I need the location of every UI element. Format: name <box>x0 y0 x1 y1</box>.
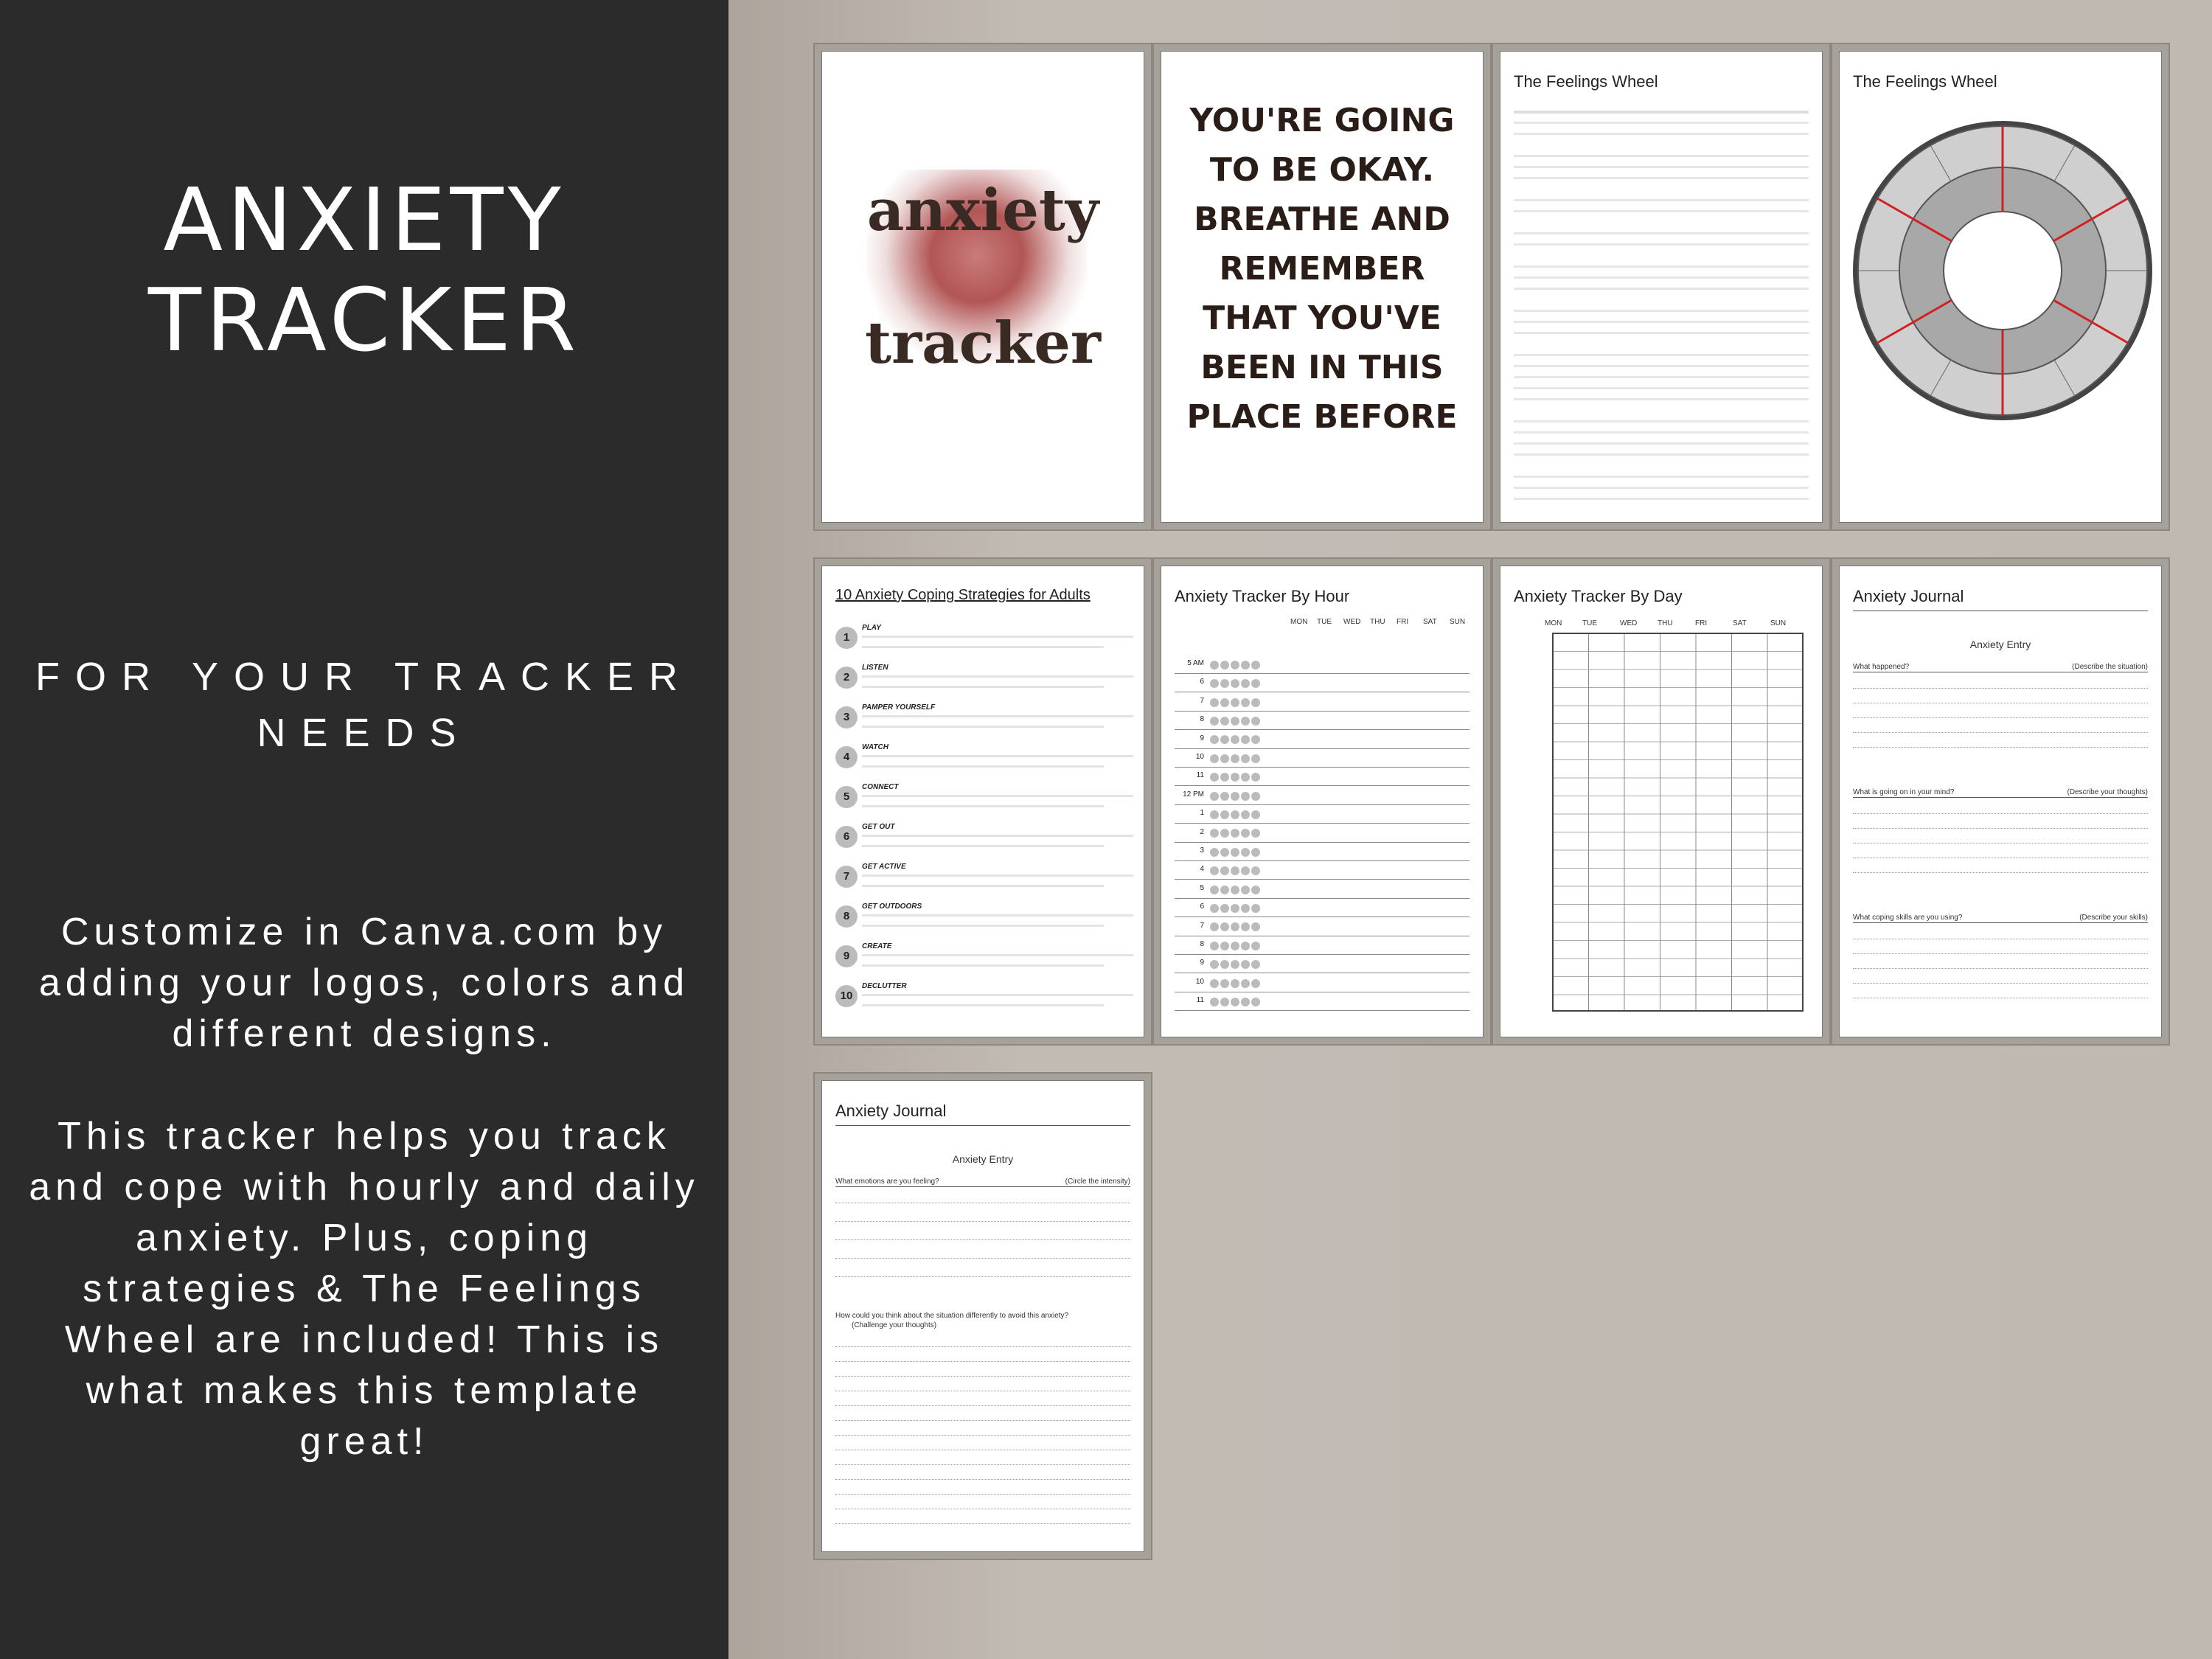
strategy-item <box>835 982 1133 1019</box>
hour-label: 7 <box>1200 696 1204 705</box>
journal1-q2: What is going on in your mind? <box>1853 788 1955 796</box>
day-label: MON <box>1290 618 1308 626</box>
intensity-bubbles[interactable] <box>1210 883 1262 897</box>
day-label: FRI <box>1397 618 1409 626</box>
strategy-item <box>835 823 1133 860</box>
cover-word-2: tracker <box>865 310 1101 377</box>
intensity-bubbles[interactable] <box>1210 658 1262 672</box>
hour-row <box>1175 917 1470 936</box>
intensity-bubbles[interactable] <box>1210 995 1262 1009</box>
day-label: MON <box>1545 619 1562 627</box>
day-label: SUN <box>1770 619 1787 627</box>
intensity-bubbles[interactable] <box>1210 977 1262 990</box>
strategy-item <box>835 863 1133 900</box>
hour-label: 11 <box>1196 771 1204 780</box>
hour-label: 10 <box>1195 753 1204 761</box>
hourly-day-header <box>1290 618 1476 626</box>
hour-row <box>1175 730 1470 749</box>
hour-row <box>1175 880 1470 899</box>
strategy-item <box>835 902 1133 939</box>
description <box>22 907 706 1519</box>
strategy-number: 10 <box>835 985 858 1007</box>
hourly-title: Anxiety Tracker By Hour <box>1175 587 1350 605</box>
title-line-2: TRACKER <box>147 269 581 371</box>
left-panel <box>0 0 728 1659</box>
page-journal-2 <box>813 1072 1152 1560</box>
journal1-q1: What happened? <box>1853 663 1910 671</box>
hour-row <box>1175 992 1470 1011</box>
hour-row <box>1175 842 1470 861</box>
day-label: WED <box>1343 618 1361 626</box>
title-line-1: ANXIETY <box>163 169 566 271</box>
cover-word-1: anxiety <box>866 177 1099 244</box>
page-feelings-text <box>1492 43 1831 531</box>
strategy-number: 7 <box>835 866 858 888</box>
strategy-name: CREATE <box>862 942 892 950</box>
hour-label: 9 <box>1200 734 1204 742</box>
subtitle: FOR YOUR TRACKER NEEDS <box>35 655 694 755</box>
journal2-q2: How could you think about the situation differently to avoid this anxiety? <box>835 1312 1069 1320</box>
strategy-name: DECLUTTER <box>862 982 907 990</box>
hour-row <box>1175 692 1470 712</box>
daily-title: Anxiety Tracker By Day <box>1514 587 1683 605</box>
feelings-wheel-title: The Feelings Wheel <box>1853 72 1997 91</box>
journal2-title: Anxiety Journal <box>835 1102 947 1120</box>
hour-label: 11 <box>1196 996 1204 1005</box>
page-daily-tracker <box>1492 557 1831 1046</box>
hour-label: 8 <box>1200 715 1204 724</box>
hour-row <box>1175 767 1470 786</box>
strategy-number: 5 <box>835 786 858 808</box>
intensity-bubbles[interactable] <box>1210 827 1262 841</box>
feelings-text-title: The Feelings Wheel <box>1514 72 1658 91</box>
page-quote <box>1152 43 1492 531</box>
hour-label: 1 <box>1200 809 1204 818</box>
description-paragraph-2: This tracker helps you track and cope with hourly and daily anxiety. Plus, coping strategies & The Feelings Wheel are included! This is what makes this template great! <box>29 1115 700 1463</box>
hour-label: 7 <box>1200 921 1204 930</box>
journal1-entry-label: Anxiety Entry <box>1969 639 2031 650</box>
intensity-bubbles[interactable] <box>1210 939 1262 953</box>
intensity-bubbles[interactable] <box>1210 921 1262 934</box>
hour-row <box>1175 860 1470 880</box>
strategy-name: LISTEN <box>862 664 888 672</box>
day-label: THU <box>1658 619 1673 627</box>
strategy-number: 3 <box>835 706 858 728</box>
day-label: TUE <box>1317 618 1332 626</box>
daily-grid <box>1552 633 1804 1012</box>
strategy-number: 1 <box>835 627 858 649</box>
strategy-item <box>835 783 1133 820</box>
strategy-name: PAMPER YOURSELF <box>862 703 936 712</box>
hour-label: 10 <box>1195 977 1204 986</box>
intensity-bubbles[interactable] <box>1210 752 1262 765</box>
strategy-name: GET ACTIVE <box>862 863 906 871</box>
hour-label: 5 <box>1200 883 1204 892</box>
page-coping-strategies <box>813 557 1152 1046</box>
hour-label: 12 PM <box>1183 790 1204 799</box>
strategy-name: GET OUT <box>862 823 895 831</box>
page-journal-1 <box>1831 557 2170 1046</box>
page-hourly-tracker <box>1152 557 1492 1046</box>
intensity-bubbles[interactable] <box>1210 958 1262 971</box>
strategy-name: WATCH <box>862 743 888 751</box>
strategy-number: 9 <box>835 945 858 967</box>
strategy-number: 2 <box>835 667 858 689</box>
hour-row <box>1175 936 1470 955</box>
intensity-bubbles[interactable] <box>1210 734 1262 747</box>
intensity-bubbles[interactable] <box>1210 808 1262 821</box>
journal1-q3-hint: (Describe your skills) <box>2079 914 2148 922</box>
intensity-bubbles[interactable] <box>1210 902 1262 915</box>
intensity-bubbles[interactable] <box>1210 771 1262 784</box>
hour-label: 5 AM <box>1187 659 1204 667</box>
day-label: WED <box>1620 619 1638 627</box>
hour-row <box>1175 711 1470 730</box>
strategy-name: PLAY <box>862 624 881 632</box>
intensity-bubbles[interactable] <box>1210 677 1262 690</box>
hour-row <box>1175 954 1470 973</box>
daily-day-header <box>1545 619 1808 627</box>
day-label: SAT <box>1733 619 1747 627</box>
strategy-item <box>835 942 1133 979</box>
day-label: SAT <box>1423 618 1437 626</box>
hour-label: 2 <box>1200 827 1204 836</box>
hour-row <box>1175 824 1470 843</box>
page-cover <box>813 43 1152 531</box>
strategy-name: CONNECT <box>862 783 899 791</box>
strategy-name: GET OUTDOORS <box>862 902 922 911</box>
strategy-item <box>835 664 1133 700</box>
text-block <box>1514 111 1809 114</box>
quote-text: YOU'RE GOING TO BE OKAY. BREATHE AND REMEMBER THAT YOU'VE BEEN IN THIS PLACE BEFORE <box>1186 102 1458 436</box>
description-paragraph-1: Customize in Canva.com by adding your logos, colors and different designs. <box>38 911 690 1055</box>
journal1-q1-hint: (Describe the situation) <box>2072 663 2148 671</box>
journal2-entry-label: Anxiety Entry <box>952 1153 1014 1165</box>
intensity-bubbles[interactable] <box>1210 846 1262 859</box>
hour-row <box>1175 673 1470 692</box>
journal1-q3: What coping skills are you using? <box>1853 914 1963 922</box>
strategy-item <box>835 743 1133 780</box>
day-label: SUN <box>1450 618 1466 626</box>
page-feelings-wheel <box>1831 43 2170 531</box>
hour-row <box>1175 898 1470 917</box>
hourly-grid <box>1175 655 1470 1007</box>
day-label: TUE <box>1582 619 1597 627</box>
intensity-bubbles[interactable] <box>1210 714 1262 728</box>
intensity-bubbles[interactable] <box>1210 696 1262 709</box>
journal1-q2-hint: (Describe your thoughts) <box>2067 788 2148 796</box>
day-label: FRI <box>1695 619 1708 627</box>
day-label: THU <box>1370 618 1385 626</box>
strategy-item <box>835 624 1133 661</box>
journal2-q1-hint: (Circle the intensity) <box>1065 1178 1130 1186</box>
journal2-q1: What emotions are you feeling? <box>835 1178 939 1186</box>
hour-label: 8 <box>1200 940 1204 948</box>
hour-row <box>1175 786 1470 805</box>
strategy-item <box>835 703 1133 740</box>
journal1-title: Anxiety Journal <box>1853 587 1964 605</box>
intensity-bubbles[interactable] <box>1210 790 1262 803</box>
coping-title: 10 Anxiety Coping Strategies for Adults <box>835 587 1091 603</box>
strategy-number: 6 <box>835 826 858 848</box>
hour-label: 6 <box>1200 678 1204 686</box>
hour-row <box>1175 804 1470 824</box>
journal2-q2-hint: (Challenge your thoughts) <box>852 1321 937 1329</box>
hour-label: 6 <box>1200 902 1204 911</box>
hour-label: 3 <box>1200 846 1204 855</box>
hour-label: 9 <box>1200 959 1204 967</box>
main-title <box>0 170 728 370</box>
hour-row <box>1175 655 1470 674</box>
hour-label: 4 <box>1200 865 1204 874</box>
feelings-wheel <box>1850 118 2155 423</box>
intensity-bubbles[interactable] <box>1210 864 1262 877</box>
strategy-number: 8 <box>835 905 858 928</box>
hour-row <box>1175 973 1470 992</box>
strategy-number: 4 <box>835 746 858 768</box>
hour-row <box>1175 748 1470 768</box>
